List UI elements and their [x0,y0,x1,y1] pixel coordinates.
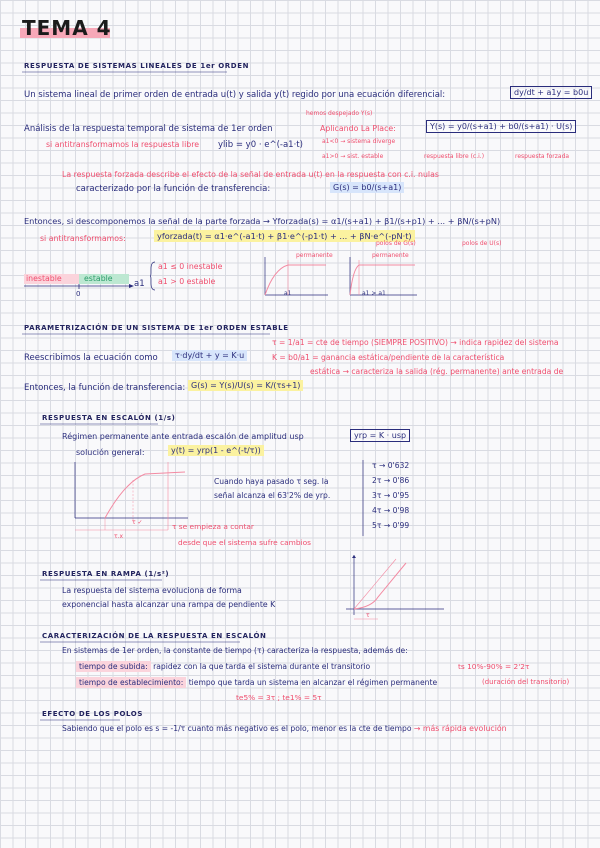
antitransform-free: si antitransformamos la respuesta libre [46,140,200,149]
tau-row-4: 4τ → 0'98 [372,506,410,515]
tau-row-3: 3τ → 0'95 [372,491,410,500]
char-intro: En sistemas de 1er orden, la constante de tiempo (τ) caracteriza la respuesta, además de: [62,646,408,655]
Ys-equation: Y(s) = y0/(s+a1) + b0/(s+a1) · U(s) [426,120,576,133]
free-response-label: respuesta libre (c.i.) [424,153,485,160]
tau-note-1: τ se empieza a contar [172,522,254,531]
table-divider [362,460,365,536]
tau-row-1: τ → 0'632 [372,461,410,470]
heading-underline-4 [40,579,162,582]
heading-underline [22,71,227,74]
condition-stable: a1 > 0 estable [158,277,216,286]
rise-time-label: tiempo de subida: [76,661,151,672]
general-solution-label: solución general: [76,448,145,457]
settling-time-desc: tiempo que tarda un sistema en alcanzar el régimen permanente [188,678,438,687]
ramp-graph [346,555,446,625]
laplace-label: Aplicando La Place: [320,124,396,133]
poles-text-main: Sabiendo que el polo es s = -1/τ cuanto más negativo es el polo, menor es la cte de tiempo [62,724,412,733]
a1-positive: a1>0 → sist. estable [322,153,384,160]
poles-text [62,724,507,733]
graph2-axis: a1 > a1 [362,290,386,297]
forced-desc-2: caracterizado por la función de transferencia: [76,184,271,194]
section-heading-step: RESPUESTA EN ESCALÓN (1/s) [42,414,176,422]
param-Gs: G(s) = Y(s)/U(s) = K/(τs+1) [188,380,303,391]
section-heading-first-order: RESPUESTA DE SISTEMAS LINEALES DE 1er ORDEN [24,62,250,70]
rise-time-row [76,662,370,671]
poles-U-label: polos de U(s) [462,240,502,247]
K-definition-2: estática → caracteriza la salida (rég. permanente) ante entrada de [310,367,564,376]
ylib-equation: ylib = y0 · e^(-a1·t) [218,140,303,150]
Gs-equation: G(s) = b0/(s+a1) [330,182,404,193]
tau-definition: τ = 1/a1 = cte de tiempo (SIEMPRE POSITIVO) → indica rapidez del sistema [272,338,559,347]
zero-label: 0 [76,290,81,298]
settling-time-label: tiempo de establecimiento: [76,677,186,688]
tau-note-2: desde que el sistema sufre cambios [178,538,311,547]
step-permanent-text: Régimen permanente ante entrada escalón de amplitud usp [62,432,304,441]
param-equation: τ·dy/dt + y = K·u [172,350,247,361]
intro-text: Un sistema lineal de primer orden de entrada u(t) y salida y(t) regido por una ecuación diferencial: [24,90,446,100]
section-heading-ramp: RESPUESTA EN RAMPA (1/s²) [42,570,170,578]
settling-time-extra: (duración del transitorio) [482,678,570,686]
permanent-label-2: permanente [372,252,409,259]
section-heading-parametrization: PARAMETRIZACIÓN DE UN SISTEMA DE 1er ORDEN ESTABLE [24,324,289,332]
condition-unstable: a1 ≤ 0 inestable [158,262,223,271]
tau-x-label: τ.x [114,533,124,540]
transfer-text: Entonces, la función de transferencia: [24,383,186,393]
decomposition: Entonces, si descomponemos la señal de la parte forzada → Yforzada(s) = α1/(s+a1) + β1/(s+p1) + ... + βN/(s+pN) [24,216,501,226]
rise-time-desc: rapidez con la que tarda el sistema durante el transitorio [153,662,371,671]
rise-time-value: ts 10%-90% = 2'2τ [458,662,530,671]
heading-underline-2 [22,333,270,336]
tau-desc-2: señal alcanza el 63'2% de yrp. [214,491,331,500]
yrp-equation: yrp = K · usp [350,429,410,442]
tau-row-5: 5τ → 0'99 [372,521,410,530]
forced-response-label: respuesta forzada [515,153,570,160]
page-title: TEMA 4 [22,16,112,40]
antitransform-2: si antitransformamos: [40,234,126,243]
step-yt-equation: y(t) = yrp(1 - e^(-t/τ)) [168,445,264,456]
permanent-label-1: permanente [296,252,333,259]
graph1-axis: a1 [284,290,292,297]
K-definition: K = b0/a1 = ganancia estática/pendiente de la característica [272,353,505,362]
a1-negative: a1<0 → sistema diverge [322,138,396,145]
unstable-label: inestable [26,274,62,283]
heading-underline-5 [40,641,240,644]
diff-equation: dy/dt + a1y = b0u [510,86,592,99]
heading-underline-6 [40,719,120,722]
impulse-graph-1 [260,255,330,300]
yforzada-equation: yforzada(t) = α1·e^(-a1·t) + β1·e^(-p1·t) + ... + βN·e^(-pN·t) [154,230,415,242]
ramp-text-2: exponencial hasta alcanzar una rampa de pendiente K [62,600,276,609]
tau-mark: τ ✓ [132,519,143,526]
tau-row-2: 2τ → 0'86 [372,476,410,485]
section-heading-characterization: CARACTERIZACIÓN DE LA RESPUESTA EN ESCALÓN [42,632,267,640]
brace [150,262,156,290]
rewrite-text: Reescribimos la ecuación como [24,353,158,363]
section-heading-poles: EFECTO DE LOS POLOS [42,710,143,718]
stable-label: estable [84,274,113,283]
analysis-text: Análisis de la respuesta temporal de sistema de 1er orden [24,124,273,134]
ramp-text-1: La respuesta del sistema evoluciona de forma [62,586,242,595]
poles-text-conclusion: → más rápida evolución [413,724,507,733]
laplace-note: hemos despejado Y(s) [306,110,373,117]
forced-desc: La respuesta forzada describe el efecto de la señal de entrada u(t) en la respuesta con c.i. nulas [62,170,439,179]
poles-G-label: polos de G(s) [376,240,416,247]
heading-underline-3 [40,423,158,426]
settling-time-row [76,678,437,687]
tau-desc-1: Cuando haya pasado τ seg. la [214,477,329,486]
a1-axis-label: a1 [134,279,145,289]
settling-time-value: te5% = 3τ ; te1% = 5τ [236,693,322,702]
ramp-tau: τ [366,612,370,619]
